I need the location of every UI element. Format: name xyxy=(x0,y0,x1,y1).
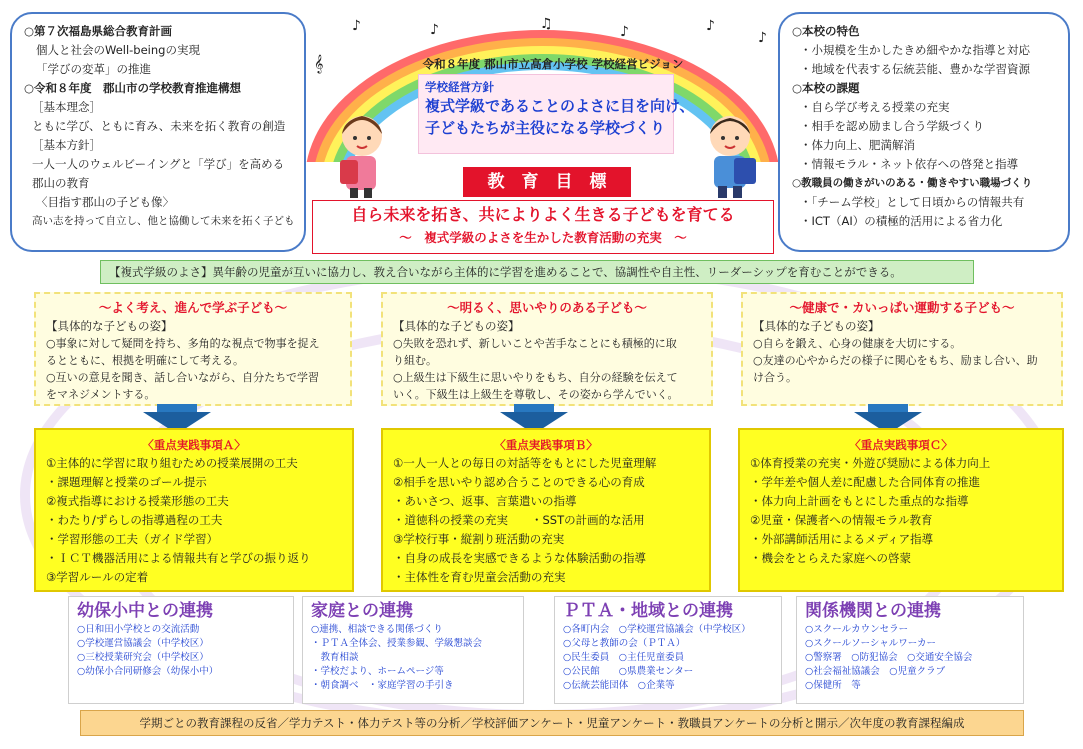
collab-line: ○学校運営協議会（中学校区） xyxy=(77,638,209,649)
goal-label: 【具体的な子どもの姿】 xyxy=(753,319,880,333)
plan-line: ［基本方針］ xyxy=(32,138,101,152)
goal-line: り組む。 xyxy=(393,354,437,367)
priority-line: ・学年差や個人差に配慮した合同体育の推進 xyxy=(750,475,980,489)
school-policy-box xyxy=(418,74,695,154)
priority-title: 〈重点実践事項Ｂ〉 xyxy=(494,438,598,452)
feature-line: ・情報モラル・ネット依存への啓発と指導 xyxy=(800,157,1019,171)
feature-line: ・「チーム学校」として日頃からの情報共有 xyxy=(800,195,1025,209)
boy-illustration xyxy=(690,100,770,200)
goal-panel-health xyxy=(741,292,1063,406)
priority-line: ・体力向上計画をもとにした重点的な指導 xyxy=(750,494,969,508)
education-goal-label-text: 教 育 目 標 xyxy=(487,172,607,192)
collab-line: ○保健所 等 xyxy=(805,680,861,691)
collab-line: ○日和田小学校との交流活動 xyxy=(77,624,200,635)
plan-line: 郡山の教育 xyxy=(32,176,90,190)
collab-line: ○父母と教師の会（ＰＴＡ） xyxy=(563,638,686,649)
goal-line: ○事象に対して疑問を持ち、多角的な視点で物事を捉え xyxy=(46,337,320,350)
feature-line: ・自ら学び考える授業の充実 xyxy=(800,100,950,114)
plan-line: 一人一人のウェルビーイングと「学び」を高める xyxy=(32,157,285,171)
priority-line: ・学習形態の工夫（ガイド学習） xyxy=(46,532,219,546)
collab-line: ○伝統芸能団体 ○企業等 xyxy=(563,680,675,691)
feature-heading: ○教職員の働きがいのある・働きやすい職場づくり xyxy=(792,177,1033,189)
music-note-icon: ♪ xyxy=(620,24,629,40)
priority-line: ①主体的に学習に取り組むための授業展開の工夫 xyxy=(46,456,298,470)
goal-panel-kind xyxy=(381,292,713,406)
priority-line: ①一人一人との毎日の対話等をもとにした児童理解 xyxy=(393,456,657,470)
priority-panel-a xyxy=(34,428,354,592)
collab-line: ○三校授業研究会（中学校区） xyxy=(77,652,209,663)
evaluation-footer-bar xyxy=(80,710,1024,736)
goal-line: ○自らを鍛え、心身の健康を大切にする。 xyxy=(753,337,962,350)
priority-line: ・主体性を育む児童会活動の充実 xyxy=(393,570,566,584)
feature-line: ・相手を認め励まし合う学級づくり xyxy=(800,119,984,133)
plan-heading: ○第７次福島県総合教育計画 xyxy=(24,24,173,38)
collab-line: ○警察署 ○防犯協会 ○交通安全協会 xyxy=(805,652,973,663)
collab-line: ○民生委員 ○主任児童委員 xyxy=(563,652,685,663)
collab-line: ・朝食調べ ・家庭学習の手引き xyxy=(311,680,454,691)
priority-title: 〈重点実践事項Ａ〉 xyxy=(142,438,246,452)
goal-line: をマネジメントする。 xyxy=(46,388,156,401)
priority-line: ①体育授業の充実・外遊び奨励による体力向上 xyxy=(750,456,991,470)
priority-line: ・自身の成長を実感できるような体験活動の指導 xyxy=(393,551,646,565)
priority-panel-b xyxy=(381,428,711,592)
collab-box-agencies xyxy=(796,596,1024,704)
vision-title: 令和８年度 郡山市立高倉小学校 学校経営ビジョン xyxy=(422,57,684,71)
priority-line: ③学校行事・縦割り班活動の充実 xyxy=(393,532,565,546)
priority-line: ③学習ルールの定着 xyxy=(46,570,149,584)
education-goal-main: 自ら未来を拓き、共によりよく生きる子どもを育てる xyxy=(351,205,735,224)
plan-line: ともに学び、ともに育み、未来を拓く教育の創造 xyxy=(32,119,286,133)
music-note-icon: ♪ xyxy=(706,18,715,34)
collab-line: ○連携、相談できる関係づくり xyxy=(311,624,443,635)
collab-line: ・学校だより、ホームページ等 xyxy=(311,666,444,677)
merit-banner-text: 【複式学級のよさ】異年齢の児童が互いに協力し、教え合いながら主体的に学習を進めることで、協調性や自主性、リーダーシップを育むことができる。 xyxy=(109,265,902,279)
goal-line: ○友達の心やからだの様子に関心をもち、励まし合い、助 xyxy=(753,354,1038,367)
music-note-icon: ♪ xyxy=(352,18,361,34)
goal-title: ～明るく、思いやりのある子ども～ xyxy=(447,300,647,315)
policy-line: 複式学級であることのよさに目を向け、 xyxy=(425,97,695,115)
collab-line: ○各町内会 ○学校運営協議会（中学校区） xyxy=(563,624,751,635)
collab-line: ○スクールカウンセラー xyxy=(805,624,909,635)
plan-line: 高い志を持って自立し、他と協働して未来を拓く子ども xyxy=(32,215,295,227)
priority-line: ・機会をとらえた家庭への啓蒙 xyxy=(750,551,911,565)
music-note-icon: ♪ xyxy=(430,22,439,38)
collab-title: 関係機関との連携 xyxy=(805,601,941,621)
priority-line: ②児童・保護者への情報モラル教育 xyxy=(750,513,933,527)
plan-line: ［基本理念］ xyxy=(32,100,101,114)
goal-panel-think xyxy=(34,292,352,406)
policy-label: 学校経営方針 xyxy=(425,80,494,94)
feature-line: ・体力向上、肥満解消 xyxy=(800,138,915,152)
priority-line: ②複式指導における授業形態の工夫 xyxy=(46,494,229,508)
multigrade-merit-banner xyxy=(100,260,974,284)
priority-line: ・ＩＣＴ機器活用による情報共有と学びの振り返り xyxy=(46,551,311,565)
music-note-icon: ♫ xyxy=(540,16,553,32)
collab-title: 幼保小中との連携 xyxy=(77,601,213,621)
goal-line: いく。下級生は上級生を尊敬し、その姿から学んでいく。 xyxy=(393,388,679,401)
education-goal-label xyxy=(463,167,631,197)
education-goal-box xyxy=(312,200,774,254)
school-features-box xyxy=(778,12,1070,252)
footer-text: 学期ごとの教育課程の反省／学力テスト・体力テスト等の分析／学校評価アンケート・児童アンケート・教職員アンケートの分析と開示／次年度の教育課程編成 xyxy=(139,716,965,730)
priority-line: ・課題理解と授業のゴール提示 xyxy=(46,475,207,489)
education-goal-sub: ～ 複式学級のよさを生かした教育活動の充実 ～ xyxy=(399,230,687,245)
collab-line: ○スクールソーシャルワーカー xyxy=(805,638,937,649)
priority-line: ・わたり/ずらしの指導過程の工夫 xyxy=(46,513,223,527)
collab-box-schools xyxy=(68,596,294,704)
plan-line: 〈目指す郡山の子ども像〉 xyxy=(36,195,174,209)
goal-label: 【具体的な子どもの姿】 xyxy=(393,319,520,333)
plan-heading: ○令和８年度 郡山市の学校教育推進構想 xyxy=(24,81,242,95)
priority-line: ②相手を思いやり認め合うことのできる心の育成 xyxy=(393,475,645,489)
goal-line: るとともに、根拠を明確にして考える。 xyxy=(46,354,244,367)
feature-line: ・ICT（AI）の積極的活用による省力化 xyxy=(800,214,1003,228)
plan-line: 個人と社会のWell-beingの実現 xyxy=(36,43,200,57)
feature-line: ・地域を代表する伝統芸能、豊かな学習資源 xyxy=(800,62,1030,76)
collab-line: ○幼保小合同研修会（幼保小中） xyxy=(77,666,219,677)
feature-line: ・小規模を生かしたきめ細やかな指導と対応 xyxy=(800,43,1030,57)
collab-line: ・ＰＴＡ全体会、授業参観、学級懇談会 xyxy=(311,638,483,649)
girl-illustration xyxy=(320,100,400,200)
goal-label: 【具体的な子どもの姿】 xyxy=(46,319,173,333)
goal-line: ○失敗を恐れず、新しいことや苦手なことにも積極的に取 xyxy=(393,337,677,350)
goal-title: ～よく考え、進んで学ぶ子ども～ xyxy=(98,300,288,315)
feature-heading: ○本校の課題 xyxy=(792,81,860,95)
priority-title: 〈重点実践事項Ｃ〉 xyxy=(849,438,953,452)
collab-box-home xyxy=(302,596,524,704)
priority-line: ・道徳科の授業の充実 ・SSTの計画的な活用 xyxy=(393,513,645,527)
policy-line: 子どもたちが主役になる学校づくり xyxy=(425,119,666,137)
collab-line: ○公民館 ○県農業センター xyxy=(563,666,694,677)
music-note-icon: ♪ xyxy=(758,30,767,46)
priority-panel-c xyxy=(738,428,1064,592)
prefecture-city-plan-box xyxy=(10,12,306,252)
priority-line: ・外部講師活用によるメディア指導 xyxy=(750,532,934,546)
collab-title: ＰＴＡ・地域との連携 xyxy=(563,601,733,621)
priority-line: ・あいさつ、返事、言葉遣いの指導 xyxy=(393,494,577,508)
goal-title: ～健康で・カいっぱい運動する子ども～ xyxy=(789,300,1015,315)
collab-box-pta-community xyxy=(554,596,782,704)
feature-heading: ○本校の特色 xyxy=(792,24,860,38)
goal-line: け合う。 xyxy=(753,371,797,384)
plan-line: 「学びの変革」の推進 xyxy=(36,62,151,76)
music-note-icon: 𝄞 xyxy=(314,54,324,73)
collab-line: ○社会福祉協議会 ○児童クラブ xyxy=(805,666,946,677)
goal-line: ○上級生は下級生に思いやりをもち、自分の経験を伝えて xyxy=(393,371,678,384)
goal-line: ○互いの意見を聞き、話し合いながら、自分たちで学習 xyxy=(46,371,320,384)
collab-title: 家庭との連携 xyxy=(311,601,413,621)
collab-line: 教育相談 xyxy=(311,652,359,663)
